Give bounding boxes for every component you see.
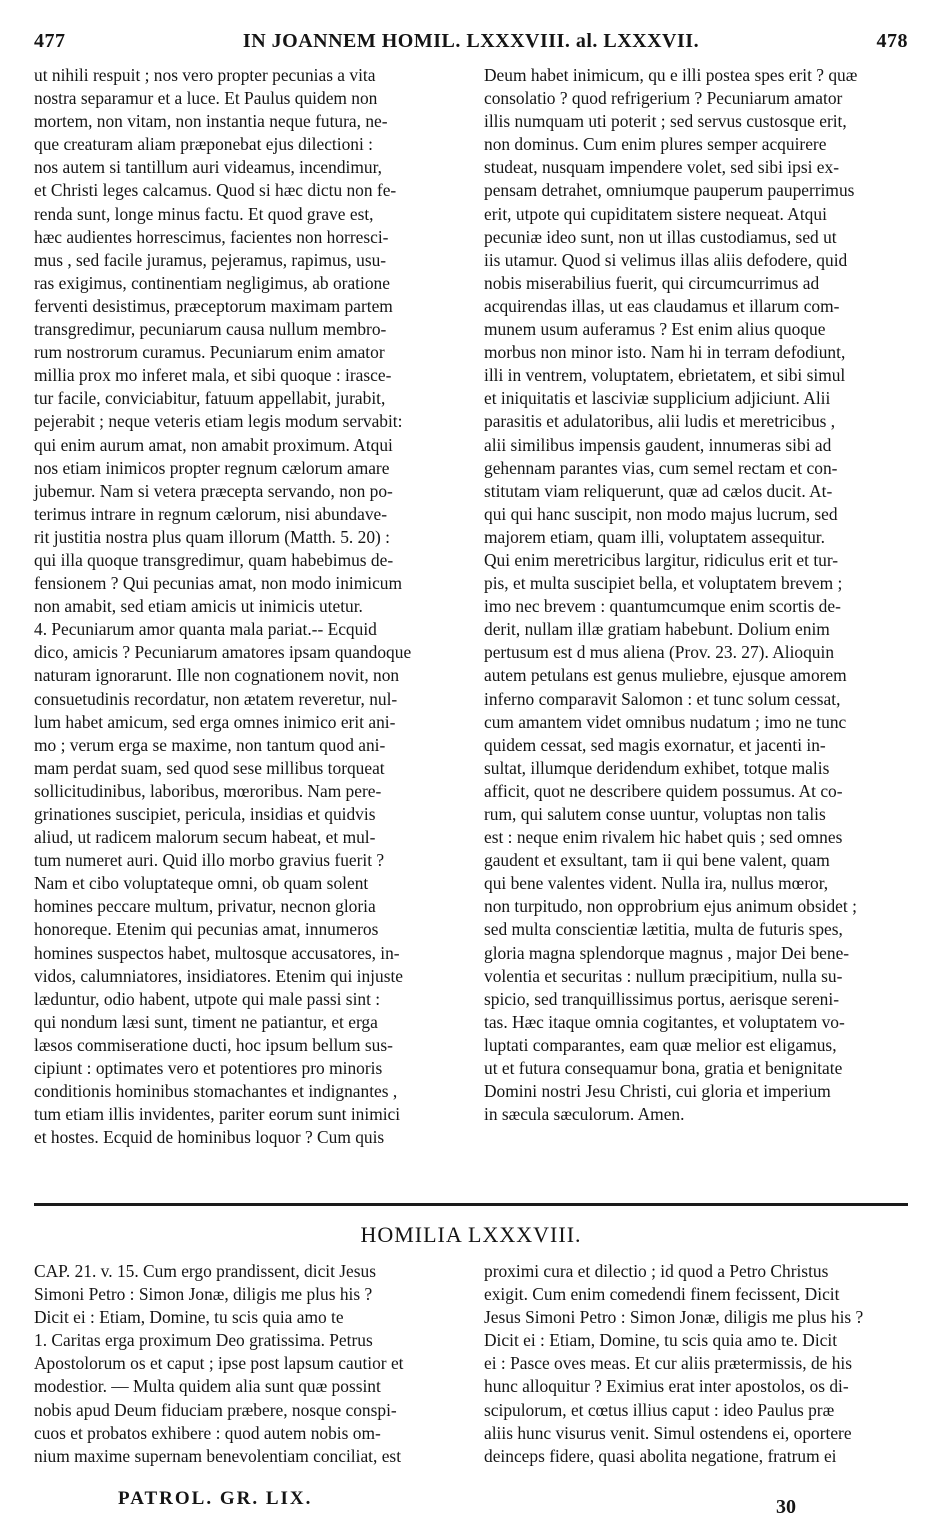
homily-title: HOMILIA LXXXVIII. bbox=[360, 1222, 582, 1247]
section-divider bbox=[34, 1203, 908, 1206]
upper-right-column: Deum habet inimicum, qu e illi postea spes erit ? quæ consolatio ? quod refrigerium ? Pecuniarum amator illis numquam uti poterit ; sed servus custosque erit, non dominus. Cum enim plures semper acquirere studeat, nusquam impendere volet, sed sibi ipsi ex- pensam detrahet, omniumque pauperum pauperrimus erit, utpote qui cupiditatem sistere nequeat. Atqui pecuniæ ideo sunt, non ut illas custodiamus, sed ut iis utamur. Quod si velimus illas aliis defodere, quid nobis miserabilius fuerit, qui circumcurrimus ad acquirendas illas, ut eas claudamus et illarum com- munem usum auferamus ? Est enim alius quoque morbus non minor isto. Nam hi in terram defodiunt, illi in ventrem, voluptatem, ebrietatem, et sibi simul et iniquitatis et lasciviæ supplicium adjiciunt. Alii parasitis et adulatoribus, alii ludis et meretricibus , alii similibus impensis gaudent, innumeras sibi ad gehennam parantes vias, cum semel rectam et con- stitutam viam reliquerunt, quæ ad cælos ducit. At- qui qui hanc suscipit, non modo majus lucrum, sed majorem etiam, quam illi, voluptatem assequitur. Qui enim meretricibus largitur, ridiculus erit et tur- pis, et multa suscipiet bella, et voluptatem brevem ; imo nec brevem : quantumcumque enim scortis de- derit, nullam illæ gratiam habebunt. Dolium enim pertusum est d mus aliena (Prov. 23. 27). Alioquin autem petulans est genus muliebre, ejusque amorem inferno comparavit Salomon : et tunc solum cessat, cum amantem videt omnibus nudatum ; imo ne tunc quidem cessat, sed magis exornatur, et jacenti in- sultat, illumque deridendum exhibet, totque malis afficit, quot ne describere quidem possumus. At co- rum, qui salutem conse uuntur, voluptas non talis est : neque enim rivalem hic habet quis ; sed omnes gaudent et exsultant, tam ii qui bene valent, quam qui bene valentes vident. Nulla ira, nullus mœror, non turpitudo, non opprobrium ejus animum obsidet ; sed multa conscientiæ lætitia, multa de futuris spes, gloria magna splendorque magnus , major Dei bene- volentia et securitas : nullum præcipitium, nulla su- spicio, sed tranquillissimus portus, aerisque sereni- tas. Hæc itaque omnia cogitantes, et voluptatem vo- luptati comparantes, eam quæ melior est eligamus, ut et futura consequamur bona, gratia et benignitate Domini nostri Jesu Christi, cui gloria et imperium in sæcula sæculorum. Amen. bbox=[484, 65, 858, 1125]
lower-right-column: proximi cura et dilectio ; id quod a Petro Christus exigit. Cum enim comedendi finem fecissent, Dicit Jesus Simoni Petro : Simon Jonæ, diligis me plus his ? Dicit ei : Etiam, Domine, tu scis quia amo te. Dicit ei : Pasce oves meas. Et cur aliis prætermissis, de his hunc alloquitur ? Eximius erat inter apostolos, os di- scipulorum, et cœtus illius caput : ideo Paulus præ aliis hunc visurus venit. Simul ostendens ei, oportere deinceps fidere, quasi abolita negatione, fratrum ei bbox=[484, 1261, 864, 1466]
footer-sheet-number: 30 bbox=[776, 1496, 796, 1518]
lower-left-column: CAP. 21. v. 15. Cum ergo prandissent, dicit Jesus Simoni Petro : Simon Jonæ, diligis me plus his ? Dicit ei : Etiam, Domine, tu scis quia amo te 1. Caritas erga proximum Deo gratissima. Petrus Apostolorum os et caput ; ipse post lapsum cautior et modestior. — Multa quidem alia sunt quæ possint nobis apud Deum fiduciam præbere, nosque conspi- cuos et probatos exhibere : quod autem nobis om- nium maxime supernam benevolentiam conciliat, est bbox=[34, 1261, 404, 1466]
page-header bbox=[34, 30, 908, 60]
footer-signature: PATROL. GR. LIX. bbox=[118, 1488, 313, 1509]
running-title: IN JOANNEM HOMIL. LXXXVIII. al. LXXXVII. bbox=[242, 30, 700, 52]
page-number-right: 478 bbox=[876, 30, 908, 52]
page-number-left: 477 bbox=[34, 30, 66, 52]
upper-left-column: ut nihili respuit ; nos vero propter pecunias a vita nostra separamur et a luce. Et Paulus quidem non mortem, non vitam, non instantia neque futura, ne- que creaturam aliam præponebat ejus dilectioni : nos autem si tantillum auri videamus, incendimur, et Christi leges calcamus. Quod si hæc dictu non fe- renda sunt, longe minus factu. Et quod grave est, hæc audientes horrescimus, facientes non horresci- mus , sed facile juramus, pejeramus, rapimus, usu- ras exigimus, continentiam negligimus, ab oratione ferventi desistimus, præceptorum maximam partem transgredimur, pecuniarum causa nullum membro- rum nostrorum curamus. Pecuniarum enim amator millia prox mo inferet mala, et sibi quoque : irasce- tur facile, conviciabitur, fatuum appellabit, jurabit, pejerabit ; neque veteris etiam legis modum servabit: qui enim aurum amat, non amabit proximum. Atqui nos etiam inimicos propter regnum cælorum amare jubemur. Nam si vetera præcepta servando, non po- terimus intrare in regnum cælorum, nisi abundave- rit justitia nostra plus quam illorum (Matth. 5. 20) : qui illa quoque transgredimur, quam habebimus de- fensionem ? Qui pecunias amat, non modo inimicum non amabit, sed etiam amicis ut inimicis utetur. 4. Pecuniarum amor quanta mala pariat.-- Ecquid dico, amicis ? Pecuniarum amatores ipsam quandoque naturam ignorarunt. Ille non cognationem novit, non consuetudinis recordatur, non ætatem reveretur, nul- lum habet amicum, sed erga omnes inimico erit ani- mo ; verum erga se maxime, non tantum quod ani- mam perdat suam, sed quod sese millibus torqueat sollicitudinibus, laboribus, mœroribus. Nam pere- grinationes suscipiet, pericula, insidias et quidvis aliud, ut radicem malorum secum habeat, et mul- tum numeret auri. Quid illo morbo gravius fuerit ? Nam et cibo voluptateque omni, ob quam solent homines peccare multum, privatur, necnon gloria honoreque. Etenim qui pecunias amat, innumeros homines suspectos habet, multosque accusatores, in- vidos, calumniatores, insidiatores. Etenim qui injuste læduntur, odio habent, utpote qui male passi sint : qui nondum læsi sunt, timent ne patiantur, et erga læsos commiseratione ducti, hoc ipsum bellum sus- cipiunt : optimates vero et potentiores pro minoris conditionis hominibus stomachantes et indignantes , tum etiam illis invidentes, pariter eorum sunt inimici et hostes. Ecquid de hominibus loquor ? Cum quis bbox=[34, 65, 412, 1148]
